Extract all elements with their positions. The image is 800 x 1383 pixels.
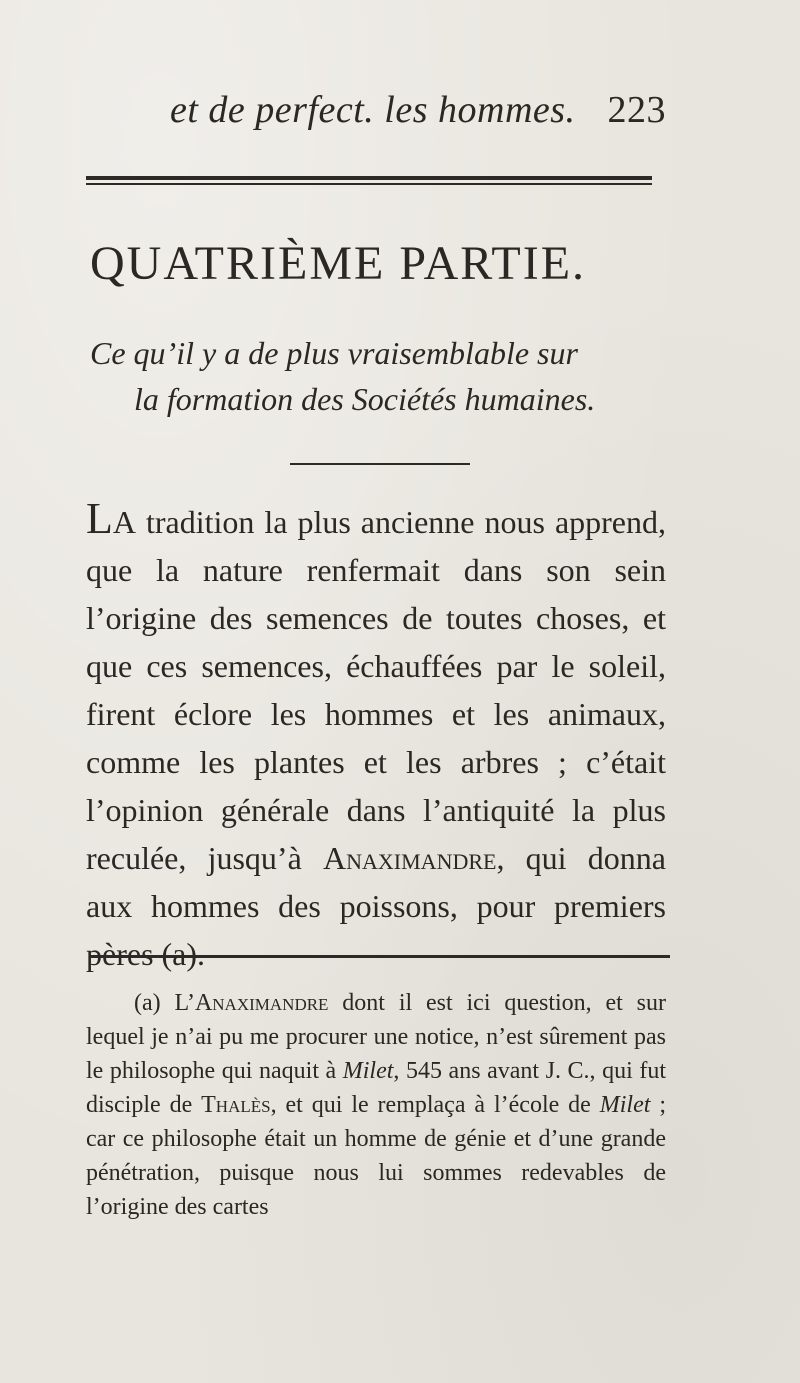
footnote <box>86 986 666 1224</box>
footnote-marker: (a) <box>134 990 161 1016</box>
drop-cap: L <box>86 494 113 543</box>
body-paragraph <box>86 494 666 978</box>
body-text-end: , qui donna aux hommes des poissons, pour premiers pères (a). <box>86 840 666 972</box>
part-title: QUATRIÈME PARTIE. <box>90 237 587 290</box>
footnote-text-2: , 545 ans avant J. C., qui fut disciple de <box>86 1058 666 1118</box>
double-rule-divider <box>86 176 652 185</box>
footnote-rule <box>90 955 670 958</box>
footnote-text-3: , et qui le remplaça à l’école de <box>270 1092 600 1118</box>
footnote-name-thales: Thalès <box>201 1092 271 1118</box>
part-subtitle-line-2: la formation des Sociétés humaines. <box>134 381 596 417</box>
footnote-text-1: dont il est ici question, et sur lequel je n’ai pu me procurer une notice, n’est sûrement pas le philosophe qui naquit à <box>86 990 667 1084</box>
running-head <box>170 88 690 132</box>
body-name-anaximandre: Anaximandre <box>323 840 497 876</box>
page-number: 223 <box>607 89 667 131</box>
first-word-rest: A <box>112 504 136 540</box>
short-rule-divider <box>290 463 470 465</box>
running-title: et de perfect. les hommes. <box>170 89 576 131</box>
footnote-place-milet-2: Milet <box>599 1092 651 1118</box>
footnote-name-anaximandre: L’Anaximandre <box>174 990 329 1016</box>
footnote-place-milet-1: Milet <box>342 1058 394 1084</box>
footnote-text-4: ; car ce philosophe était un homme de génie et d’une grande pénétration, puisque nous lui sommes redevables de l’origine des cartes <box>86 1092 666 1220</box>
body-text: tradition la plus ancienne nous apprend, que la nature renfermait dans son sein l’origine des semences de toutes choses, et que ces semences, échauffées par le soleil, firent éclore les hommes et les animaux, comme les plantes et les arbres ; c’était l’opinion générale dans l’antiquité la plus reculée, jusqu’à <box>86 504 666 876</box>
part-subtitle-line-1: Ce qu’il y a de plus vraisemblable sur <box>90 335 578 371</box>
part-subtitle <box>90 330 710 422</box>
